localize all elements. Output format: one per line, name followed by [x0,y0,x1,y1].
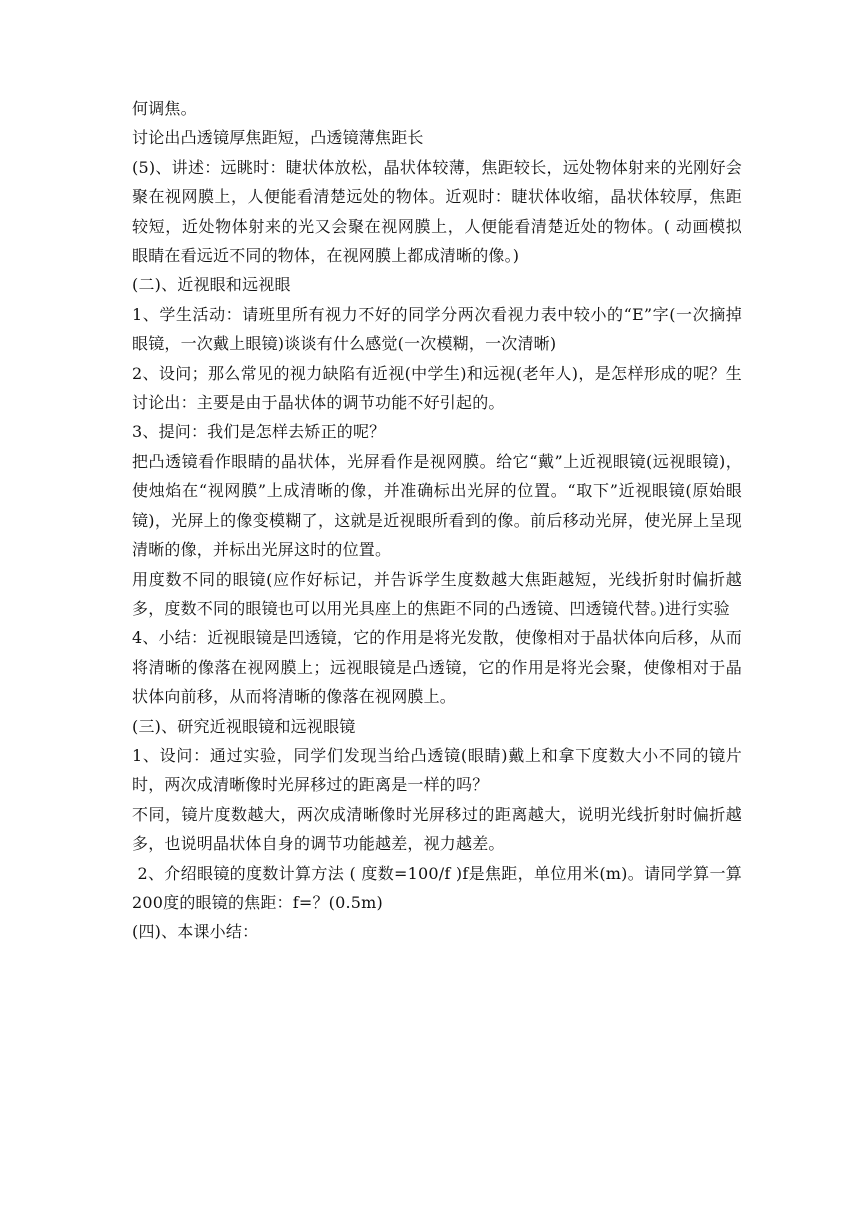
section-heading-lesson-summary: (四)、本课小结： [132,922,259,942]
paragraph-ask-correction: 3、提问：我们是怎样去矫正的呢？ [132,422,386,442]
section-heading-study-glasses: (三)、研究近视眼镜和远视眼镜 [132,716,356,736]
paragraph-experiment-setup: 把凸透镜看作眼睛的晶状体，光屏看作是视网膜。给它“戴”上近视眼镜(远视眼镜)，使烛焰在“视网膜”上成清晰的像，并准确标出光屏的位置。“取下”近视眼镜(原始眼镜)，光屏上的像变模糊了，这就是近视眼所看到的像。前后移动光屏，使光屏上呈现清晰的像，并标出光屏这时的位置。 [132,451,742,560]
paragraph-experiment-question: 1、设问：通过实验，同学们发现当给凸透镜(眼睛)戴上和拿下度数大小不同的镜片时，两次成清晰像时光屏移过的距离是一样的吗？ [132,745,742,795]
paragraph-explanation: (5)、讲述：远眺时：睫状体放松，晶状体较薄，焦距较长，远处物体射来的光刚好会聚在视网膜上，人便能看清楚远处的物体。近观时：睫状体收缩，晶状体较厚，焦距较短，近处物体射来的光又会聚在视网膜上，人便能看清楚近处的物体。( 动画模拟眼睛在看远近不同的物体，在视网膜上都成清晰的像。) [132,157,742,266]
paragraph-question: 2、设问；那么常见的视力缺陷有近视(中学生)和远视(老年人)，是怎样形成的呢？生讨论出：主要是由于晶状体的调节功能不好引起的。 [132,363,742,413]
paragraph-experiment-answer: 不同，镜片度数越大，两次成清晰像时光屏移过的距离越大，说明光线折射时偏折越多，也说明晶状体自身的调节功能越差，视力越差。 [132,804,742,854]
paragraph-diopter-formula: 2、介绍眼镜的度数计算方法 ( 度数=100/f )f是焦距，单位用米(m)。请同学算一算200度的眼镜的焦距：f=？(0.5m) [132,863,742,912]
paragraph-focus-adjust: 何调焦。 [132,99,197,118]
paragraph-different-lenses: 用度数不同的眼镜(应作好标记，并告诉学生度数越大焦距越短，光线折射时偏折越多，度数不同的眼镜也可以用光具座上的焦距不同的凸透镜、凹透镜代替。)进行实验 [132,569,742,618]
paragraph-discussion: 讨论出凸透镜厚焦距短，凸透镜薄焦距长 [132,128,424,148]
paragraph-student-activity: 1、学生活动：请班里所有视力不好的同学分两次看视力表中较小的“E”字(一次摘掉眼镜，一次戴上眼镜)谈谈有什么感觉(一次模糊，一次清晰) [132,304,742,354]
paragraph-summary-lenses: 4、小结：近视眼镜是凹透镜，它的作用是将光发散，使像相对于晶状体向后移，从而将清晰的像落在视网膜上；远视眼镜是凸透镜，它的作用是将光会聚，使像相对于晶状体向前移，从而将清晰的像落在视网膜上。 [132,628,742,707]
section-heading-myopia-hyperopia: (二)、近视眼和远视眼 [132,275,291,295]
document-page [132,94,742,947]
